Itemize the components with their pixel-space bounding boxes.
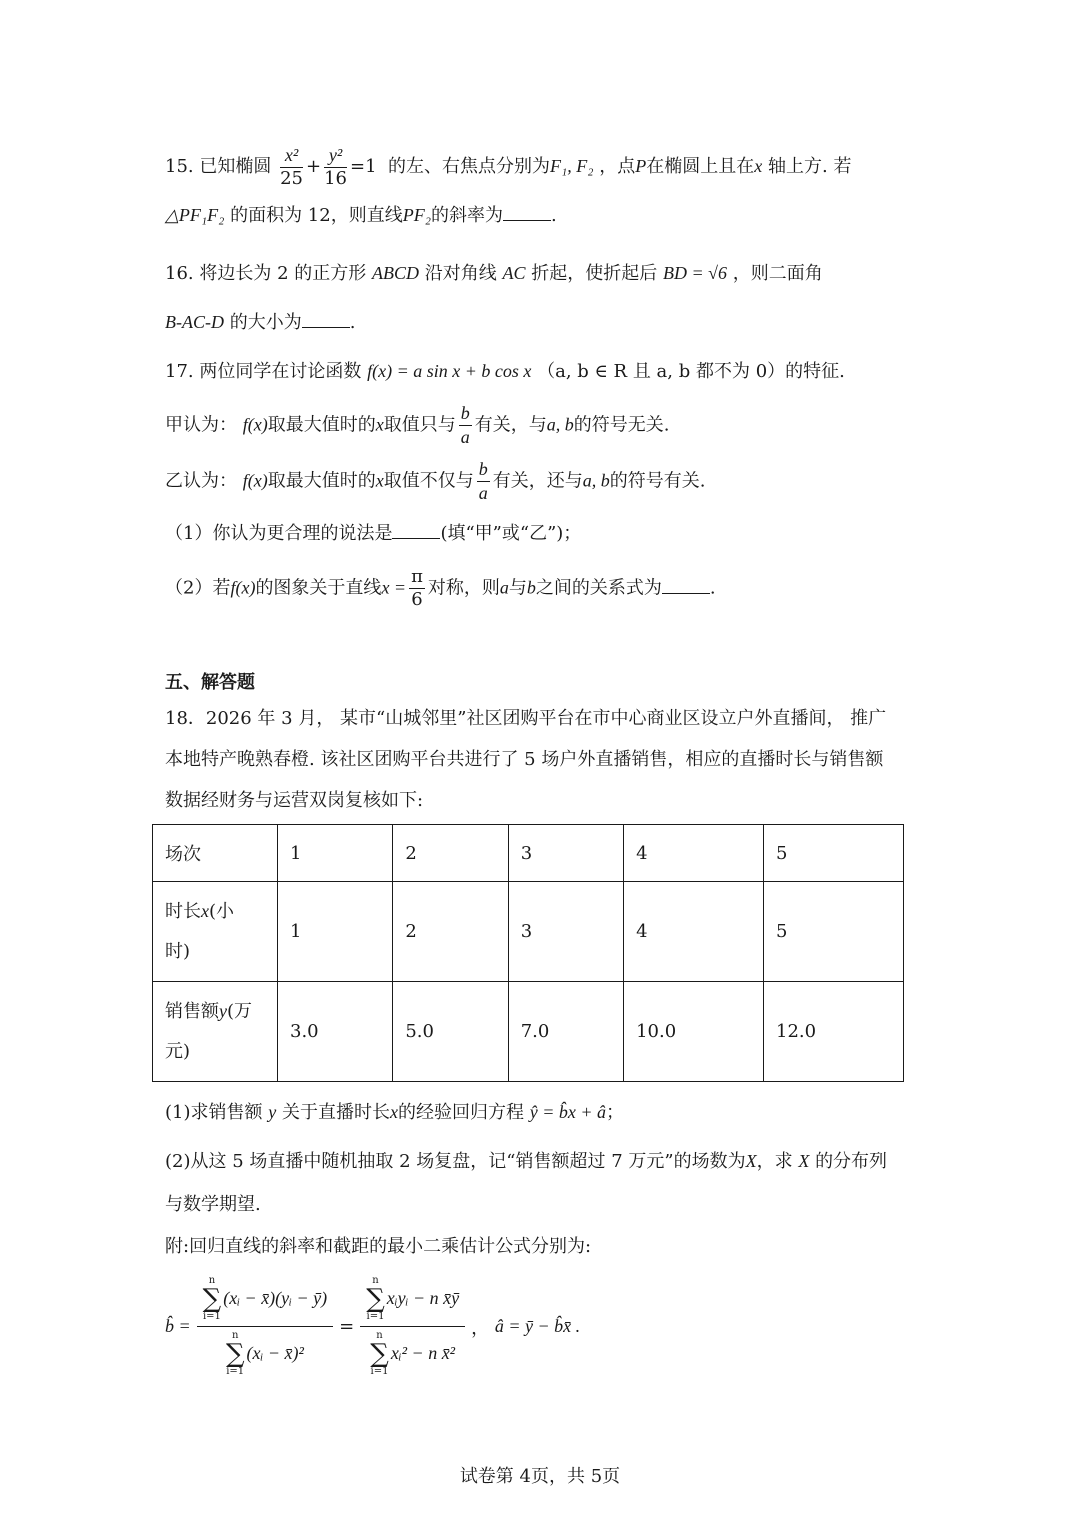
- table-cell: 1: [278, 882, 393, 982]
- page-footer: 试卷第 4页，共 5页: [459, 1466, 621, 1487]
- table-cell: 3: [508, 882, 623, 982]
- q18-line2: 本地特产晚熟春橙. 该社区团购平台共进行了 5 场户外直播销售，相应的直播时长与销售额: [165, 749, 884, 770]
- table-cell: 5.0: [393, 982, 508, 1082]
- data-table: [152, 824, 904, 1082]
- table-cell: 5: [764, 882, 904, 982]
- formula-note: 附:回归直线的斜率和截距的最小二乘估计公式分别为:: [165, 1236, 592, 1257]
- q17-line1: 17. 两位同学在讨论函数 f(x) = a sin x + b cos x （a, b ∈ R 且 a, b 都不为 0）的特征.: [165, 361, 845, 382]
- table-cell: 7.0: [508, 982, 623, 1082]
- q18-part1: (1)求销售额 y 关于直播时长x的经验回归方程 ŷ = b̂x + â；: [165, 1102, 624, 1123]
- table-cell: 5: [764, 825, 904, 882]
- table-cell: 4: [624, 882, 764, 982]
- q15-line1: 15. 已知椭圆 $\frac{\text{x²}}{25}$ + $\frac{\text{y²}}{16}$ =1 的左、右焦点分别为F₁, F₂ ，点P在椭圆上且在x 轴上方. 若: [165, 145, 852, 189]
- fraction-pi-over-6: $\frac{\pi}{6}$: [411, 566, 423, 610]
- regression-formula: b̂ = n ∑ i=1 (xᵢ − x̄)(yᵢ − ȳ) n ∑ i=1 (xᵢ − x̄)² = n ∑ i=1 xᵢyᵢ − n x̄ȳ n ∑ i=1 xᵢ² − n x̄² ， â = ȳ − b̂x̄ .: [165, 1275, 581, 1377]
- table-cell: 3.0: [278, 982, 393, 1082]
- table-cell: 3: [508, 825, 623, 882]
- table-cell: 12.0: [764, 982, 904, 1082]
- q17-jia: 甲认为： f(x)取最大值时的x取值只与 $\frac{b}{a}$ 有关，与a, b的符号无关.: [165, 403, 670, 447]
- q18-part2-line2: 与数学期望.: [165, 1194, 261, 1215]
- table-cell: 销售额y(万 元): [153, 982, 278, 1082]
- answer-blank: [503, 202, 551, 221]
- answer-blank: [662, 575, 710, 594]
- q17-yi: 乙认为： f(x)取最大值时的x取值不仅与 $\frac{b}{a}$ 有关，还与a, b的符号有关.: [165, 459, 706, 503]
- q17-part2: （2）若f(x)的图象关于直线x = $\frac{\pi}{6}$ 对称，则a与b之间的关系式为 .: [165, 566, 716, 610]
- table-cell: 场次: [153, 825, 278, 882]
- q15-line2: △PF₁F₂ 的面积为 12，则直线PF₂的斜率为 .: [165, 200, 557, 231]
- q17-part1: （1）你认为更合理的说法是 (填“甲”或“乙”)；: [165, 519, 581, 549]
- fraction-b-over-a: $\frac{b}{a}$: [460, 403, 470, 447]
- q16-line2: B-AC-D 的大小为 .: [165, 307, 355, 338]
- table-cell: 10.0: [624, 982, 764, 1082]
- fraction-b-over-a: $\frac{b}{a}$: [478, 459, 488, 503]
- q18-part2: (2)从这 5 场直播中随机抽取 2 场复盘，记“销售额超过 7 万元”的场数为X，求 X 的分布列: [165, 1151, 888, 1172]
- table-cell: 2: [393, 882, 508, 982]
- table-row: [153, 882, 904, 982]
- section-title: 五、解答题: [165, 672, 255, 693]
- q18-line1: 18．2026 年 3 月， 某市“山城邻里”社区团购平台在市中心商业区设立户外直播间， 推广: [165, 708, 887, 729]
- table-cell: 4: [624, 825, 764, 882]
- table-row: [153, 982, 904, 1082]
- q18-line3: 数据经财务与运营双岗复核如下:: [165, 790, 424, 811]
- answer-blank: [302, 309, 350, 328]
- table-row: [153, 825, 904, 882]
- fraction-x2-25: $\frac{\text{x²}}{25}$: [280, 145, 304, 189]
- table-cell: 时长x(小 时): [153, 882, 278, 982]
- answer-blank: [392, 520, 440, 539]
- table-cell: 1: [278, 825, 393, 882]
- fraction-y2-16: $\frac{\text{y²}}{16}$: [324, 145, 348, 189]
- table-cell: 2: [393, 825, 508, 882]
- q16-line1: 16. 将边长为 2 的正方形 ABCD 沿对角线 AC 折起，使折起后 BD = √6 ，则二面角: [165, 263, 823, 284]
